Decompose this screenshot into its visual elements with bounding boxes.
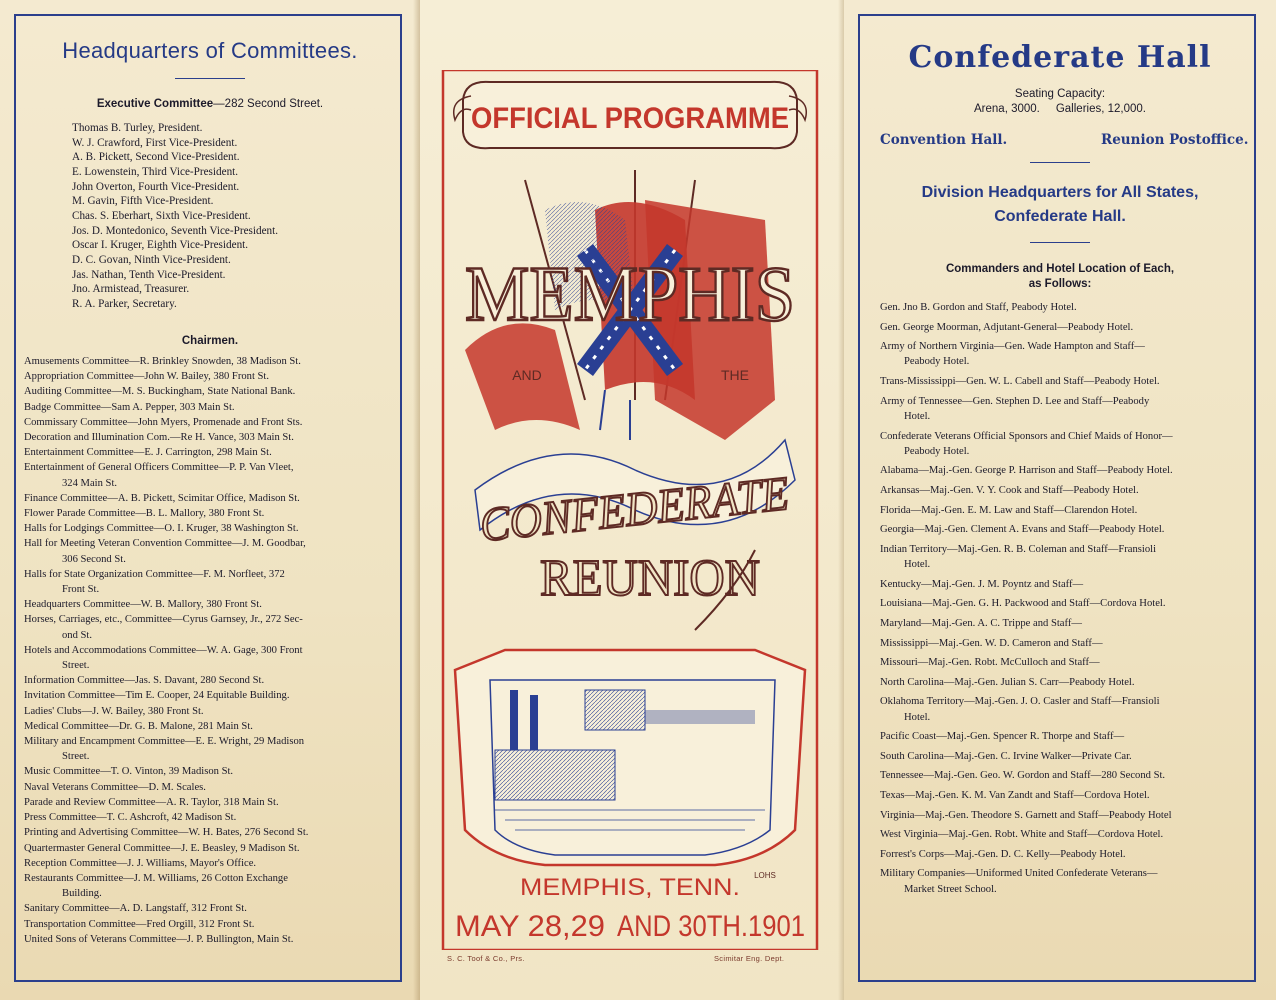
commander-entry-continued: Hotel. xyxy=(904,711,931,723)
confederate-hall-title: Confederate Hall xyxy=(908,40,1212,75)
chairman-line: Press Committee—T. C. Ashcroft, 42 Madison St. xyxy=(24,812,237,824)
commander-entry: West Virginia—Maj.-Gen. Robt. White and Staff—Cordova Hotel. xyxy=(880,829,1164,841)
commander-entry: Arkansas—Maj.-Gen. V. Y. Cook and Staff—Peabody Hotel. xyxy=(880,485,1139,497)
commander-entry: South Carolina—Maj.-Gen. C. Irvine Walker—Private Car. xyxy=(880,750,1132,762)
chairman-line-continued: Building. xyxy=(62,888,102,900)
chairman-line: Entertainment of General Officers Committee—P. P. Van Vleet, xyxy=(24,462,294,474)
commander-entry: Indian Territory—Maj.-Gen. R. B. Coleman and Staff—Fransioli xyxy=(880,543,1157,555)
executive-member: John Overton, Fourth Vice-President. xyxy=(72,180,240,193)
executive-member: E. Lowenstein, Third Vice-President. xyxy=(72,165,239,178)
chairman-line: Invitation Committee—Tim E. Cooper, 24 Equitable Building. xyxy=(24,690,290,702)
chairman-line: Information Committee—Jas. S. Davant, 280 Second St. xyxy=(24,675,265,687)
commander-entry: Army of Northern Virginia—Gen. Wade Hampton and Staff— xyxy=(880,341,1145,353)
chairman-line: Entertainment Committee—E. J. Carrington, 298 Main St. xyxy=(24,447,272,459)
executive-member: Jas. Nathan, Tenth Vice-President. xyxy=(72,268,226,281)
commander-entry: Mississippi—Maj.-Gen. W. D. Cameron and Staff— xyxy=(880,637,1103,649)
chairman-line-continued: 306 Second St. xyxy=(62,553,126,565)
commander-entry: Missouri—Maj.-Gen. Robt. McCulloch and Staff— xyxy=(880,657,1100,669)
seating-values: Arena, 3000. Galleries, 12,000. xyxy=(974,103,1146,115)
chairman-line: Medical Committee—Dr. G. B. Malone, 281 Main St. xyxy=(24,720,253,732)
location-text: MEMPHIS, TENN. xyxy=(520,874,740,901)
executive-member: R. A. Parker, Secretary. xyxy=(72,297,177,310)
commander-entry: Louisiana—Maj.-Gen. G. H. Packwood and Staff—Cordova Hotel. xyxy=(880,598,1166,610)
commander-entry: Gen. Jno B. Gordon and Staff, Peabody Hotel. xyxy=(880,302,1077,313)
executive-member: D. C. Govan, Ninth Vice-President. xyxy=(72,253,231,266)
executive-member: Jno. Armistead, Treasurer. xyxy=(72,283,190,296)
commander-entry-continued: Hotel. xyxy=(904,410,931,422)
division-headquarters-line2: Confederate Hall. xyxy=(994,208,1126,225)
chairman-line: Headquarters Committee—W. B. Mallory, 380 Front St. xyxy=(24,599,262,611)
commander-entry: Texas—Maj.-Gen. K. M. Van Zandt and Staff—Cordova Hotel. xyxy=(880,789,1150,801)
executive-member: Chas. S. Eberhart, Sixth Vice-President. xyxy=(72,209,251,222)
chairman-line: Reception Committee—J. J. Williams, Mayor's Office. xyxy=(24,857,257,869)
title-divider xyxy=(175,78,245,79)
chairman-line-continued: Front St. xyxy=(62,584,100,596)
executive-member: Thomas B. Turley, President. xyxy=(72,122,203,134)
chairman-line: Halls for Lodgings Committee—O. I. Kruger, 38 Washington St. xyxy=(24,523,299,535)
commander-entry: Oklahoma Territory—Maj.-Gen. J. O. Casler and Staff—Fransioli xyxy=(880,696,1160,708)
chairman-line: Transportation Committee—Fred Orgill, 312 Front St. xyxy=(24,918,255,930)
chairman-line-continued: 324 Main St. xyxy=(62,477,118,489)
headquarters-title: Headquarters of Committees. xyxy=(62,38,358,63)
commander-entry: Florida—Maj.-Gen. E. M. Law and Staff—Clarendon Hotel. xyxy=(880,504,1138,516)
commander-entry: North Carolina—Maj.-Gen. Julian S. Carr—Peabody Hotel. xyxy=(880,676,1135,688)
date-right: AND 30TH.1901 xyxy=(617,910,805,943)
chairman-line: Halls for State Organization Committee—F. M. Norfleet, 372 xyxy=(24,568,285,580)
chairman-line: Naval Veterans Committee—D. M. Scales. xyxy=(24,781,206,793)
chairman-line: Badge Committee—Sam A. Pepper, 303 Main St. xyxy=(24,401,235,413)
commander-entry: Trans-Mississippi—Gen. W. L. Cabell and Staff—Peabody Hotel. xyxy=(880,376,1160,388)
chairman-line: Music Committee—T. O. Vinton, 39 Madison St. xyxy=(24,766,234,778)
executive-member: M. Gavin, Fifth Vice-President. xyxy=(72,195,214,208)
convention-hall-label: Convention Hall. xyxy=(880,132,1008,148)
chairman-line: Finance Committee—A. B. Pickett, Scimitar Office, Madison St. xyxy=(24,492,300,504)
and-word: AND xyxy=(512,367,542,383)
chairman-line: Printing and Advertising Committee—W. H. Bates, 276 Second St. xyxy=(24,827,309,839)
chairman-line: Commissary Committee—John Myers, Promenade and Front Sts. xyxy=(24,416,303,428)
commander-entry: Gen. George Moorman, Adjutant-General—Peabody Hotel. xyxy=(880,321,1134,333)
commanders-heading-line2: as Follows: xyxy=(1028,278,1092,290)
date-left: MAY 28,29 xyxy=(455,910,605,943)
commander-entry: Virginia—Maj.-Gen. Theodore S. Garnett and Staff—Peabody Hotel xyxy=(880,809,1172,821)
chairman-line: Decoration and Illumination Com.—Re H. Vance, 303 Main St. xyxy=(24,432,294,444)
chairman-line-continued: ond St. xyxy=(62,629,93,641)
riverboat-scene xyxy=(455,650,805,865)
commander-entry: Tennessee—Maj.-Gen. Geo. W. Gordon and Staff—280 Second St. xyxy=(880,770,1166,782)
banner-text: OFFICIAL PROGRAMME xyxy=(471,102,789,135)
commander-entry-continued: Hotel. xyxy=(904,559,931,571)
chairman-line: Ladies' Clubs—J. W. Bailey, 380 Front St. xyxy=(24,705,204,717)
chairman-line: Flower Parade Committee—B. L. Mallory, 380 Front St. xyxy=(24,508,265,520)
commander-entry: Alabama—Maj.-Gen. George P. Harrison and Staff—Peabody Hotel. xyxy=(880,465,1173,477)
executive-members-list xyxy=(72,121,278,312)
commander-entry: Maryland—Maj.-Gen. A. C. Trippe and Staff— xyxy=(880,617,1082,629)
executive-member: W. J. Crawford, First Vice-President. xyxy=(72,136,238,149)
chairman-line: Hall for Meeting Veteran Convention Committee—J. M. Goodbar, xyxy=(24,538,306,550)
commanders-list xyxy=(880,300,1252,901)
right-divider xyxy=(1030,162,1090,163)
right-divider xyxy=(1030,242,1090,243)
chairman-line: Hotels and Accommodations Committee—W. A. Gage, 300 Front xyxy=(24,644,303,656)
commander-entry: Confederate Veterans Official Sponsors and Chief Maids of Honor— xyxy=(880,430,1173,442)
confederate-word: CONFEDERATE xyxy=(477,464,816,553)
commander-entry-continued: Peabody Hotel. xyxy=(904,445,970,457)
chairman-line: United Sons of Veterans Committee—J. P. Bullington, Main St. xyxy=(24,933,294,945)
commander-entry: Forrest's Corps—Maj.-Gen. D. C. Kelly—Peabody Hotel. xyxy=(880,848,1126,860)
commander-entry-continued: Peabody Hotel. xyxy=(904,356,970,368)
chairmen-heading: Chairmen. xyxy=(181,335,239,347)
printer-credit: S. C. Toof & Co., Prs. xyxy=(447,954,525,963)
chairmen-list xyxy=(24,354,390,947)
the-word: THE xyxy=(721,367,749,383)
executive-member: A. B. Pickett, Second Vice-President. xyxy=(72,151,240,164)
chairman-line-continued: Street. xyxy=(62,751,90,763)
memphis-title: MEMPHIS xyxy=(465,250,795,337)
executive-committee-heading: Executive Committee—282 Second Street. xyxy=(96,98,324,110)
commander-entry-continued: Market Street School. xyxy=(904,883,997,895)
executive-member: Oscar I. Kruger, Eighth Vice-President. xyxy=(72,239,249,252)
chairman-line: Parade and Review Committee—A. R. Taylor, 318 Main St. xyxy=(24,796,279,808)
artist-signature: LOHS xyxy=(754,871,776,880)
commander-entry: Military Companies—Uniformed United Confederate Veterans— xyxy=(880,868,1158,880)
chairman-line: Restaurants Committee—J. M. Williams, 26 Cotton Exchange xyxy=(24,872,288,884)
commander-entry: Kentucky—Maj.-Gen. J. M. Poyntz and Staff— xyxy=(880,578,1084,590)
chairman-line: Military and Encampment Committee—E. E. Wright, 29 Madison xyxy=(24,736,305,748)
chairman-line: Auditing Committee—M. S. Buckingham, State National Bank. xyxy=(24,386,296,398)
engraver-credit: Scimitar Eng. Dept. xyxy=(714,954,785,963)
commanders-heading-line1: Commanders and Hotel Location of Each, xyxy=(945,263,1175,275)
executive-member: Jos. D. Montedonico, Seventh Vice-President. xyxy=(72,224,279,237)
chairman-line-continued: Street. xyxy=(62,660,90,672)
commander-entry: Pacific Coast—Maj.-Gen. Spencer R. Thorpe and Staff— xyxy=(880,731,1125,743)
programme-banner xyxy=(454,82,807,148)
reunion-postoffice-label: Reunion Postoffice. xyxy=(1101,132,1249,148)
commander-entry: Georgia—Maj.-Gen. Clement A. Evans and Staff—Peabody Hotel. xyxy=(880,524,1165,536)
chairman-line: Quartermaster General Committee—J. E. Beasley, 9 Madison St. xyxy=(24,842,300,854)
reunion-word: REUNION xyxy=(540,550,760,607)
seating-label: Seating Capacity: xyxy=(1014,88,1106,100)
chairman-line: Amusements Committee—R. Brinkley Snowden, 38 Madison St. xyxy=(24,356,301,367)
cover-illustration xyxy=(435,70,825,950)
chairman-line: Sanitary Committee—A. D. Langstaff, 312 Front St. xyxy=(24,903,247,915)
chairman-line: Appropriation Committee—John W. Bailey, 380 Front St. xyxy=(24,371,270,383)
chairman-line: Horses, Carriages, etc., Committee—Cyrus Garnsey, Jr., 272 Sec- xyxy=(24,614,303,626)
division-headquarters-line1: Division Headquarters for All States, xyxy=(921,184,1199,201)
commander-entry: Army of Tennessee—Gen. Stephen D. Lee and Staff—Peabody xyxy=(880,395,1150,407)
